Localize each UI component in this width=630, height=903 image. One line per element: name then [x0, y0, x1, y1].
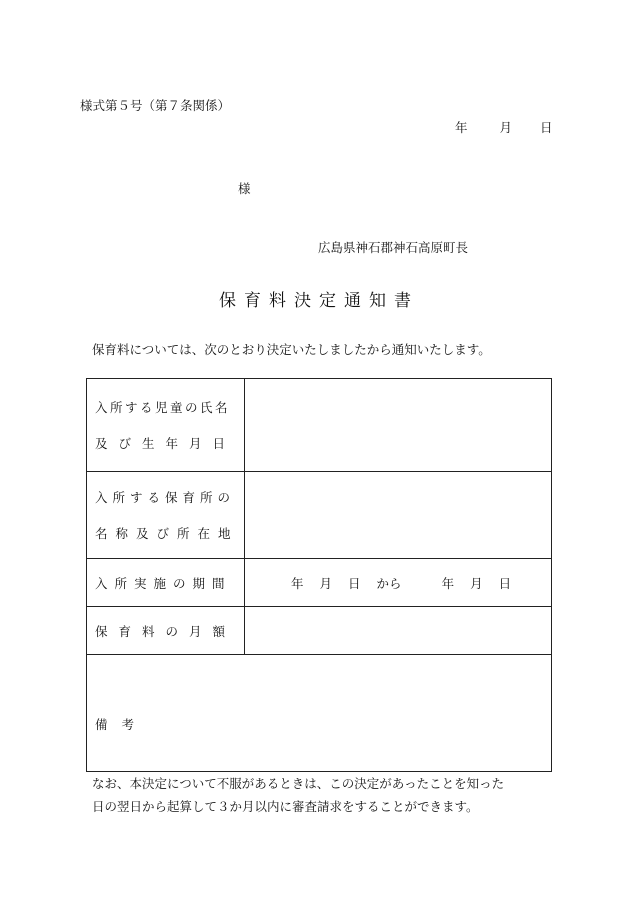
facility-label-line2: 名称及び所在地	[95, 526, 239, 541]
child-value-cell[interactable]	[245, 379, 552, 472]
date-year: 年	[455, 120, 468, 135]
appeal-note	[92, 772, 504, 818]
period-end-year: 年	[441, 575, 455, 591]
appeal-note-line2: 日の翌日から起算して３か月以内に審査請求をすることができます。	[92, 799, 479, 814]
period-start-month: 月	[319, 575, 333, 591]
fee-value-cell[interactable]	[245, 607, 552, 655]
facility-label-line1: 入所する保育所の	[95, 490, 236, 505]
fee-label-cell	[87, 607, 245, 655]
period-end-month: 月	[470, 575, 483, 591]
fee-decision-table	[86, 378, 552, 772]
period-label: 入所実施の期間	[95, 575, 232, 591]
facility-value-cell[interactable]	[245, 472, 552, 559]
issuer-name: 広島県神石郡神石高原町長	[318, 240, 469, 255]
period-start-day: 日	[348, 575, 361, 591]
period-label-cell	[87, 559, 245, 607]
remarks-label: 備考	[95, 717, 149, 732]
document-title: 保育料決定通知書	[219, 291, 419, 311]
table-row-facility	[87, 472, 552, 559]
child-label-line2: 及び生年月日	[95, 436, 237, 451]
form-number: 様式第５号（第７条関係）	[80, 98, 231, 113]
table-row-period	[87, 559, 552, 607]
table-row-fee	[87, 607, 552, 655]
issue-date	[455, 118, 553, 136]
remarks-cell[interactable]	[87, 655, 552, 772]
fee-label: 保育料の月額	[95, 623, 237, 639]
period-from: から	[376, 575, 402, 591]
period-start-year: 年	[291, 575, 304, 591]
child-label-cell	[87, 379, 245, 472]
child-label-line1: 入所する児童の氏名	[95, 400, 231, 415]
addressee-suffix: 様	[238, 181, 251, 196]
date-day: 日	[540, 120, 553, 135]
date-month: 月	[499, 120, 513, 135]
appeal-note-line1: なお、本決定について不服があるときは、この決定があったことを知った	[92, 776, 505, 791]
table-row-child	[87, 379, 552, 472]
period-value-cell[interactable]	[245, 559, 552, 607]
intro-text: 保育料については、次のとおり決定いたしましたから通知いたします。	[92, 342, 491, 357]
period-end-day: 日	[498, 575, 512, 591]
facility-label-cell	[87, 472, 245, 559]
table-row-remarks	[87, 655, 552, 772]
